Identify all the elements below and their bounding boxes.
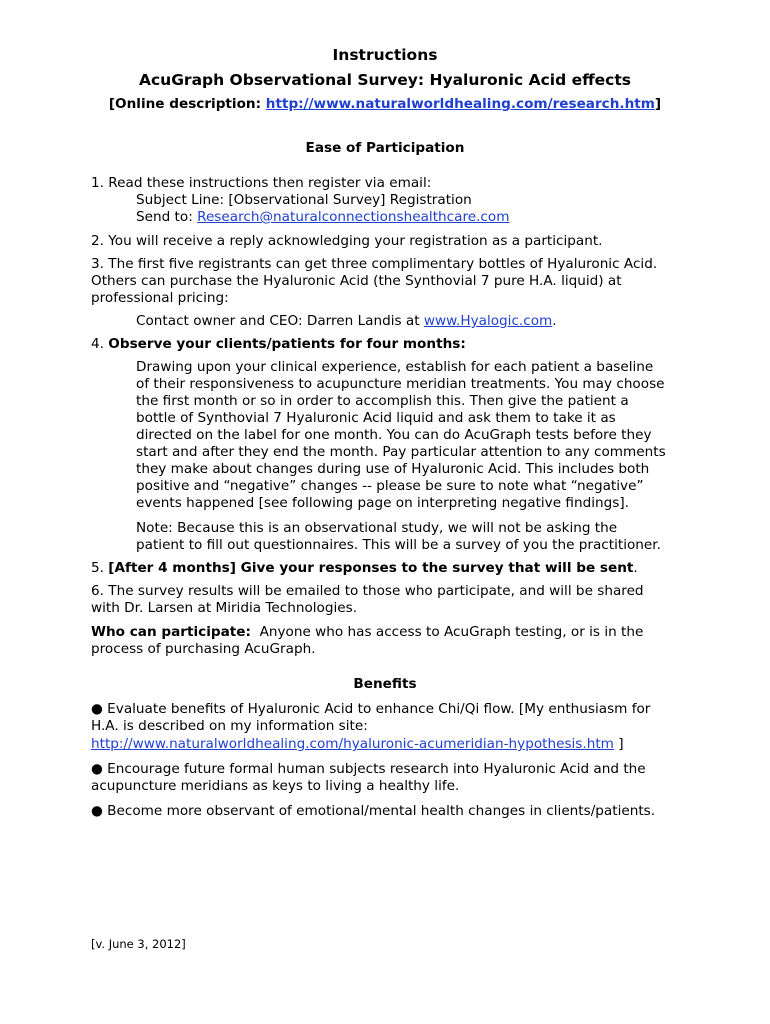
step-5-text [91,560,691,578]
benefit-1-line-2: H.A. is described on my information site: [91,718,368,734]
step-4-para-line: events happened [see following page on interpreting negative findings]. [136,495,629,511]
who-line-2: process of purchasing AcuGraph. [91,641,316,657]
step-1-text: 1. Read these instructions then register via email: [91,175,432,191]
step-5-number: 5. [91,560,109,576]
step-4-para-line: bottle of Synthovial 7 Hyaluronic Acid liquid and ask them to take it as [136,410,616,426]
step-4-para-line: positive and “negative” changes -- please be sure to note what “negative” [136,478,644,494]
online-description [0,96,770,112]
contact-label: Contact owner and CEO: Darren Landis at [136,313,424,329]
online-description-prefix: [Online description: [108,96,266,112]
hyalogic-link[interactable]: www.Hyalogic.com [423,313,553,329]
version-footer: [v. June 3, 2012] [91,937,186,951]
subject-line-text: Subject Line: [Observational Survey] Registration [136,192,472,208]
send-to-label: Send to: [136,209,198,225]
step-3-line-1: 3. The first five registrants can get three complimentary bottles of Hyaluronic Acid. [91,256,658,272]
benefits-heading: Benefits [353,676,417,692]
step-6-line-2: with Dr. Larsen at Miridia Technologies. [91,600,358,616]
step-4-heading [91,336,691,354]
step-4-para-line: of their responsiveness to acupuncture meridian treatments. You may choose [136,376,665,392]
step-4-para-line: they make about changes during use of Hyaluronic Acid. This includes both [136,461,650,477]
send-to-line [136,209,696,227]
step-2-text: 2. You will receive a reply acknowledging your registration as a participant. [91,233,603,249]
step-3-line-2: Others can purchase the Hyaluronic Acid (the Synthovial 7 pure H.A. liquid) at [91,273,622,289]
note-line-2: patient to fill out questionnaires. This will be a survey of you the practitioner. [136,537,661,553]
document-subtitle: AcuGraph Observational Survey: Hyaluronic Acid effects [138,71,632,89]
step-6-line-1: 6. The survey results will be emailed to those who participate, and will be shared [91,583,644,599]
contact-line [136,313,696,331]
document-title: Instructions [332,46,438,64]
benefit-1-line-3 [91,736,691,754]
online-description-suffix: ] [654,96,662,112]
benefit-3-text: ● Become more observant of emotional/mental health changes in clients/patients. [91,803,656,819]
step-5-suffix: . [633,560,638,576]
benefit-2-line-1: ● Encourage future formal human subjects research into Hyaluronic Acid and the [91,761,646,777]
step-3-line-3: professional pricing: [91,290,229,306]
who-label: Who can participate: [91,624,251,640]
step-4-para-line: the first month or so in order to accomplish this. Then give the patient a [136,393,629,409]
ease-heading: Ease of Participation [305,140,465,156]
benefit-1-line-1: ● Evaluate benefits of Hyaluronic Acid to enhance Chi/Qi flow. [My enthusiasm for [91,701,651,717]
step-4-para-line: directed on the label for one month. You can do AcuGraph tests before they [136,427,652,443]
step-5-bold-text: [After 4 months] Give your responses to the survey that will be sent [108,560,634,576]
who-can-participate [91,624,691,642]
hypothesis-link[interactable]: http://www.naturalworldhealing.com/hyaluronic-acumeridian-hypothesis.htm [91,736,614,752]
online-description-link[interactable]: http://www.naturalworldhealing.com/research.htm [265,96,655,112]
benefit-2-line-2: acupuncture meridians as keys to living a healthy life. [91,778,460,794]
contact-suffix: . [552,313,557,329]
registration-email-link[interactable]: Research@naturalconnectionshealthcare.com [197,209,510,225]
step-4-para-line: start and after they end the month. Pay particular attention to any comments [136,444,666,460]
step-4-para-line: Drawing upon your clinical experience, establish for each patient a baseline [136,359,654,375]
step-4-bold-text: Observe your clients/patients for four months: [108,336,466,352]
step-4-number: 4. [91,336,109,352]
who-text: Anyone who has access to AcuGraph testing, or is in the [250,624,644,640]
note-line-1: Note: Because this is an observational study, we will not be asking the [136,520,618,536]
benefit-1-suffix: ] [613,736,624,752]
